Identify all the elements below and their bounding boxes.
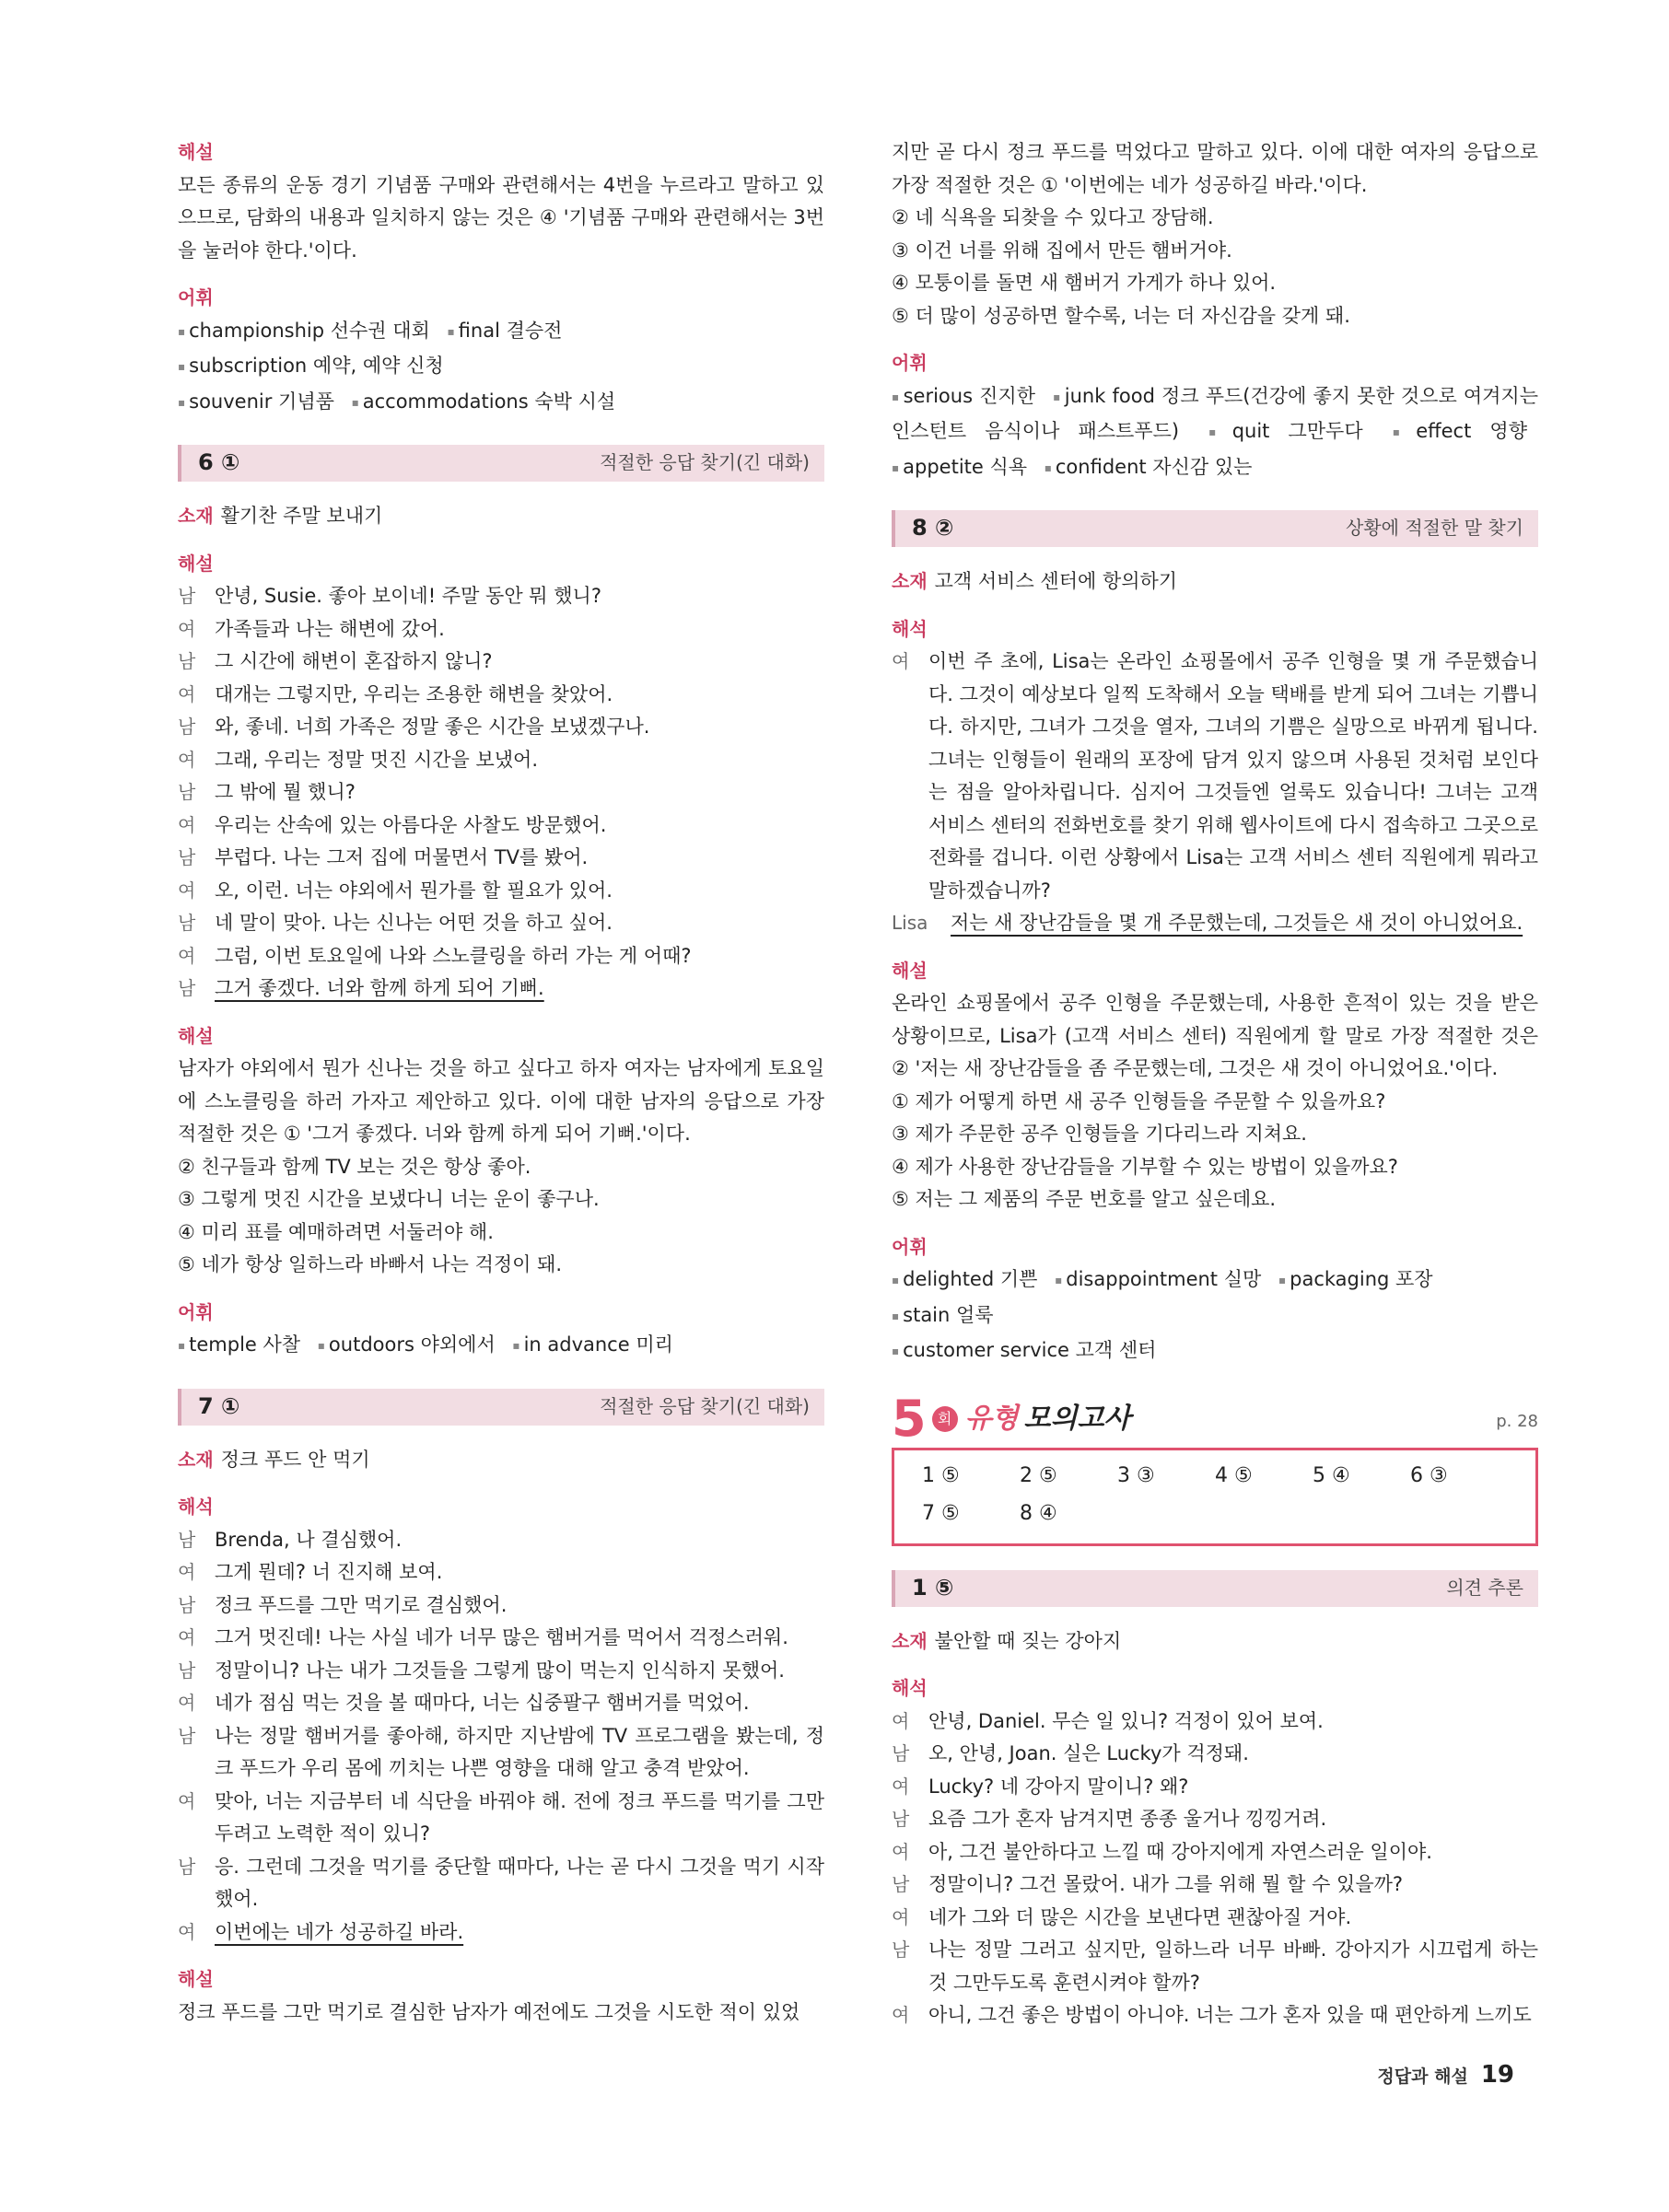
vocab-list [892,1263,1538,1370]
line-text: 그 밖에 뭘 했니? [215,781,356,803]
speaker: 남 [892,1742,910,1764]
dialogue-line [892,1738,1538,1771]
question-number: 8 ② [912,515,954,541]
question-number: 1 ⑤ [912,1574,954,1601]
topic-text: 정크 푸드 안 먹기 [220,1448,370,1471]
line-text: 그 시간에 해변이 혼잡하지 않니? [215,650,493,672]
line-text: 오, 이런. 너는 야외에서 뭔가를 할 필요가 있어. [215,879,613,902]
dialogue-line [178,875,824,908]
vocab-item: ▪ souvenir 기념품 [178,390,334,413]
vocab-label: 어휘 [178,286,214,309]
speaker: 여 [178,682,196,705]
question-number: 7 ① [198,1392,240,1419]
vocab-item: ▪ confident 자신감 있는 [1045,456,1253,478]
vocab-item: ▪ quit 그만두다 [1208,420,1362,442]
line-text: 맞아, 너는 지금부터 네 식단을 바꿔야 해. 전에 정크 푸드를 먹기를 그만두려고 노력한 적이 있니? [215,1789,824,1845]
dialogue-line [178,1556,824,1589]
answer-key-item: 6 ③ [1410,1463,1448,1487]
speaker: 여 [178,1561,196,1583]
topic-line [178,500,824,533]
question-header-6 [178,445,824,482]
line-text: 와, 좋네. 너희 가족은 정말 좋은 시간을 보냈겠구나. [215,716,650,738]
dialogue-line [178,842,824,875]
dialogue-line [892,1999,1538,2032]
vocab-item: ▪ subscription 예약, 예약 신청 [178,355,444,377]
page-number: 19 [1480,2061,1514,2089]
answer-key-item: 2 ⑤ [1020,1463,1057,1487]
speaker: 여 [178,1626,196,1648]
explanation-text: 정크 푸드를 그만 먹기로 결심한 남자가 예전에도 그것을 시도한 적이 있었 [178,2000,800,2023]
line-text: 나는 정말 햄버거를 좋아해, 하지만 지난밤에 TV 프로그램을 봤는데, 정크 푸드가 우리 몸에 끼치는 나쁜 영향을 대해 알고 충격 받았어. [215,1724,824,1779]
question-header-8 [892,510,1538,547]
speaker: 여 [178,879,196,902]
dialogue-line [892,1803,1538,1836]
exam-type: 유형 [964,1402,1019,1435]
line-text: 네 말이 맞아. 나는 신나는 어떤 것을 하고 싶어. [215,912,613,934]
explanation-continued: 지만 곧 다시 정크 푸드를 먹었다고 말하고 있다. 이에 대한 여자의 응답으로 가장 적절한 것은 ① '이번에는 네가 성공하길 바라.'이다. [892,141,1538,196]
exam-hoe-badge: 회 [932,1406,958,1432]
topic-text: 고객 서비스 센터에 항의하기 [934,570,1178,592]
vocab-list [178,1329,824,1365]
exam-header [892,1389,1538,1448]
dialogue-line [178,744,824,777]
dialogue-line [892,1706,1538,1739]
choice-item: ③ 그렇게 멋진 시간을 보냈다니 너는 운이 좋구나. [178,1188,600,1210]
answer-key-box [892,1450,1538,1546]
choice-item: ② 네 식욕을 되찾을 수 있다고 장담해. [892,206,1214,228]
vocab-item: ▪ temple 사찰 [178,1333,300,1356]
line-text: 아, 그건 불안하다고 느낄 때 강아지에게 자연스러운 일이야. [928,1840,1432,1863]
dialogue-line [178,940,824,973]
choice-item: ④ 제가 사용한 장난감들을 기부할 수 있는 방법이 있을까요? [892,1155,1398,1178]
dialogue [178,580,824,1006]
line-text: 네가 점심 먹는 것을 볼 때마다, 너는 십중팔구 햄버거를 먹었어. [215,1692,750,1714]
vocab-item: ▪ effect 영향 [1393,420,1527,442]
dialogue-line [892,1902,1538,1935]
speaker: 남 [178,650,196,672]
line-text: 네가 그와 더 많은 시간을 보낸다면 괜찮아질 거야. [928,1905,1352,1928]
speaker: 남 [178,846,196,868]
dialogue-line [178,809,824,843]
dialogue-line [178,1589,824,1623]
explanation-text: 온라인 쇼핑몰에서 공주 인형을 주문했는데, 사용한 흔적이 있는 것을 받은 상황이므로, Lisa가 (고객 서비스 센터) 직원에게 할 말로 가장 적절한 것은 ② '저는 새 장난감들을 좀 주문했는데, 그것은 새 것이 아니었어요.'이다. [892,992,1538,1079]
topic-text: 활기찬 주말 보내기 [220,505,383,527]
answer-key-item: 3 ③ [1117,1463,1155,1487]
line-text: 그럼, 이번 토요일에 나와 스노클링을 하러 가는 게 어때? [215,944,692,967]
dialogue-line [178,972,824,1006]
dialogue-line [892,1869,1538,1902]
speaker: 여 [892,1709,910,1732]
line-text: 그거 멋진데! 나는 사실 네가 너무 많은 햄버거를 먹어서 걱정스러워. [215,1626,788,1648]
speaker: 남 [178,1659,196,1682]
monologue [892,646,1538,907]
speaker: 여 [178,1692,196,1714]
choice-item: ④ 미리 표를 예매하려면 서둘러야 해. [178,1220,494,1243]
vocab-item: ▪ stain 얼룩 [892,1304,994,1326]
left-column [178,136,824,2029]
question-header-7 [178,1389,824,1426]
dialogue [892,1706,1538,2032]
footer-label: 정답과 해설 [1377,2066,1468,2087]
topic-line [178,1444,824,1477]
script-label: 해석 [178,1496,214,1518]
speaker: 남 [178,1724,196,1747]
speaker: 남 [178,977,196,999]
answer-key-item: 7 ⑤ [922,1502,960,1525]
vocab-item: ▪ packaging 포장 [1278,1268,1433,1290]
line-text: 아니, 그건 좋은 방법이 아니야. 너는 그가 혼자 있을 때 편안하게 느끼도 [928,2004,1532,2026]
topic-text: 불안할 때 짖는 강아지 [934,1629,1122,1652]
dialogue-line [178,776,824,809]
vocab-item: ▪ outdoors 야외에서 [318,1333,496,1356]
line-text: 안녕, Susie. 좋아 보이네! 주말 동안 뭐 했니? [215,585,601,607]
monologue-text: 이번 주 초에, Lisa는 온라인 쇼핑몰에서 공주 인형을 몇 개 주문했습니다. 그것이 예상보다 일찍 도착해서 오늘 택배를 받게 되어 그녀는 기쁩니다. 하지만, 그녀가 그것을 열자, 그녀의 기쁨은 실망으로 바뀌게 됩니다. 그녀는 인형들이 원래의 포장에 담겨 있지 않으며 사용된 것처럼 보인다는 점을 알아차립니다. 심지어 그것들엔 얼룩도 있습니다! 그녀는 고객 서비스 센터의 전화번호를 찾기 위해 웹사이트에 다시 접속하고 그곳으로 전화를 겁니다. 이런 상황에서 Lisa는 고객 서비스 센터 직원에게 뭐라고 말하겠습니까? [928,650,1538,902]
speaker: 남 [178,1593,196,1616]
speaker: 여 [178,813,196,836]
speaker: 여 [178,1789,196,1812]
vocab-item: ▪ final 결승전 [448,320,563,342]
topic-label: 소재 [892,570,928,592]
line-text: 가족들과 나는 해변에 갔어. [215,617,445,640]
answer-key-item: 5 ④ [1313,1463,1350,1487]
explanation-label: 해설 [178,1024,214,1047]
topic-line [892,1625,1538,1659]
dialogue-line [178,613,824,646]
speaker: 여 [178,617,196,640]
speaker: 남 [178,1855,196,1878]
dialogue-line [178,1851,824,1916]
explanation-label: 해설 [178,1968,214,1990]
dialogue-line [178,1786,824,1851]
exam-page-ref: p. 28 [1496,1412,1538,1431]
speaker: 남 [178,1528,196,1551]
section-label: 해설 [178,141,214,163]
speaker: 여 [178,944,196,967]
vocab-list [892,380,1538,487]
choice-item: ⑤ 더 많이 성공하면 할수록, 너는 더 자신감을 갖게 돼. [892,304,1350,327]
dialogue-line [178,711,824,744]
speaker: 여 [178,1920,196,1943]
line-text: Brenda, 나 결심했어. [215,1528,403,1551]
speaker: 남 [178,781,196,803]
question-header-1 [892,1570,1538,1607]
vocab-label: 어휘 [892,352,928,374]
topic-label: 소재 [178,1448,214,1471]
choice-item: ④ 모퉁이를 돌면 새 햄버거 가게가 하나 있어. [892,272,1277,294]
exam-mock-title: 모의고사 [1023,1402,1131,1435]
dialogue-line [178,1524,824,1557]
speaker: 남 [892,1938,910,1961]
question-type: 적절한 응답 찾기(긴 대화) [600,451,810,474]
speaker: 여 [178,748,196,771]
dialogue-line [178,907,824,940]
right-column [892,136,1538,2032]
question-type: 의견 추론 [1446,1576,1523,1599]
question-type: 적절한 응답 찾기(긴 대화) [600,1394,810,1417]
line-text: 그래, 우리는 정말 멋진 시간을 보냈어. [215,748,539,771]
vocab-item: ▪ accommodations 숙박 시설 [352,390,616,413]
vocab-item: ▪ delighted 기쁜 [892,1268,1037,1290]
answer-line-text: 이번에는 네가 성공하길 바라. [215,1920,464,1943]
speaker: 남 [892,1808,910,1830]
line-text: 우리는 산속에 있는 아름다운 사찰도 방문했어. [215,813,607,836]
choice-item: ① 제가 어떻게 하면 새 공주 인형들을 주문할 수 있을까요? [892,1089,1386,1112]
choice-item: ② 친구들과 함께 TV 보는 것은 항상 좋아. [178,1155,531,1178]
dialogue-line [178,1720,824,1786]
answer-key-item: 1 ⑤ [922,1463,960,1487]
speaker: 여 [892,1905,910,1928]
dialogue-line [178,580,824,613]
speaker: Lisa [892,912,928,934]
vocab-item: ▪ in advance 미리 [512,1333,672,1356]
dialogue-line [178,1916,824,1950]
vocab-item: ▪ serious 진지한 [892,385,1035,407]
topic-line [892,565,1538,599]
speaker: 남 [178,716,196,738]
script-label: 해석 [892,1677,928,1699]
line-text: Lucky? 네 강아지 말이니? 왜? [928,1775,1189,1798]
lisa-line [892,907,1538,940]
line-text: 응. 그런데 그것을 먹기를 중단할 때마다, 나는 곧 다시 그것을 먹기 시작했어. [215,1855,824,1910]
exam-number: 5 [892,1389,927,1448]
speaker: 여 [892,650,910,672]
speaker: 여 [892,2004,910,2026]
dialogue-line [178,1687,824,1720]
explanation-text: 모든 종류의 운동 경기 기념품 구매와 관련해서는 4번을 누르라고 말하고 있으므로, 담화의 내용과 일치하지 않는 것은 ④ '기념품 구매와 관련해서는 3번을 눌러야 한다.'이다. [178,173,824,262]
line-text: 대개는 그렇지만, 우리는 조용한 해변을 찾았어. [215,682,613,705]
dialogue-line [892,1836,1538,1869]
dialogue-line [892,1771,1538,1804]
dialogue-line [178,1622,824,1655]
explanation-label: 해설 [892,959,928,982]
choice-item: ③ 이건 너를 위해 집에서 만든 햄버거야. [892,239,1232,262]
line-text: 정크 푸드를 그만 먹기로 결심했어. [215,1593,508,1616]
speaker: 남 [892,1873,910,1895]
page-footer [1377,2061,1514,2089]
topic-label: 소재 [892,1629,928,1652]
line-text: 오, 안녕, Joan. 실은 Lucky가 걱정돼. [928,1742,1249,1764]
vocab-item: ▪ disappointment 실망 [1055,1268,1261,1290]
answer-key-item: 8 ④ [1020,1502,1057,1525]
speaker: 남 [178,585,196,607]
dialogue-line [178,679,824,712]
line-text: 그게 뭔데? 너 진지해 보여. [215,1561,443,1583]
line-text: 정말이니? 나는 내가 그것들을 그렇게 많이 먹는지 인식하지 못했어. [215,1659,785,1682]
answer-key-item: 4 ⑤ [1215,1463,1253,1487]
question-number: 6 ① [198,449,240,476]
dialogue-line [892,1934,1538,1999]
answer-line-text: 저는 새 장난감들을 몇 개 주문했는데, 그것들은 새 것이 아니었어요. [951,912,1523,934]
vocab-item: ▪ appetite 식욕 [892,456,1027,478]
vocab-item: ▪ customer service 고객 센터 [892,1339,1156,1361]
explanation-text: 남자가 야외에서 뭔가 신나는 것을 하고 싶다고 하자 여자는 남자에게 토요일에 스노클링을 하러 가자고 제안하고 있다. 이에 대한 남자의 응답으로 가장 적절한 것은 ① '그거 좋겠다. 너와 함께 하게 되어 기뻐.'이다. [178,1057,824,1145]
vocab-label: 어휘 [178,1300,214,1323]
dialogue [178,1524,824,1950]
answer-line-text: 그거 좋겠다. 너와 함께 하게 되어 기뻐. [215,977,544,999]
exam-title [892,1389,1131,1448]
line-text: 안녕, Daniel. 무슨 일 있니? 걱정이 있어 보여. [928,1709,1324,1732]
choice-item: ③ 제가 주문한 공주 인형들을 기다리느라 지쳐요. [892,1123,1307,1145]
speaker: 남 [178,912,196,934]
vocab-item: ▪ championship 선수권 대회 [178,320,430,342]
vocab-label: 어휘 [892,1235,928,1258]
script-label: 해석 [892,617,928,640]
line-text: 정말이니? 그건 몰랐어. 내가 그를 위해 뭘 할 수 있을까? [928,1873,1404,1895]
question-type: 상황에 적절한 말 찾기 [1346,517,1523,540]
speaker: 여 [892,1840,910,1863]
topic-label: 소재 [178,505,214,527]
line-text: 요즘 그가 혼자 남겨지면 종종 울거나 낑낑거려. [928,1808,1327,1830]
choice-item: ⑤ 저는 그 제품의 주문 번호를 알고 싶은데요. [892,1188,1277,1210]
script-label: 해설 [178,552,214,575]
dialogue-line [178,646,824,679]
line-text: 부럽다. 나는 그저 집에 머물면서 TV를 봤어. [215,846,589,868]
dialogue-line [178,1655,824,1688]
line-text: 나는 정말 그러고 싶지만, 일하느라 너무 바빠. 강아지가 시끄럽게 하는 것 그만두도록 훈련시켜야 할까? [928,1938,1538,1994]
speaker: 여 [892,1775,910,1798]
vocab-item: ▪ junk food 정크 푸드(건강에 좋지 못한 것으로 여겨지는 인스턴트 음식이나 패스트푸드) [892,385,1538,443]
vocab-list [178,315,824,422]
choice-item: ⑤ 네가 항상 일하느라 바빠서 나는 걱정이 돼. [178,1253,563,1275]
